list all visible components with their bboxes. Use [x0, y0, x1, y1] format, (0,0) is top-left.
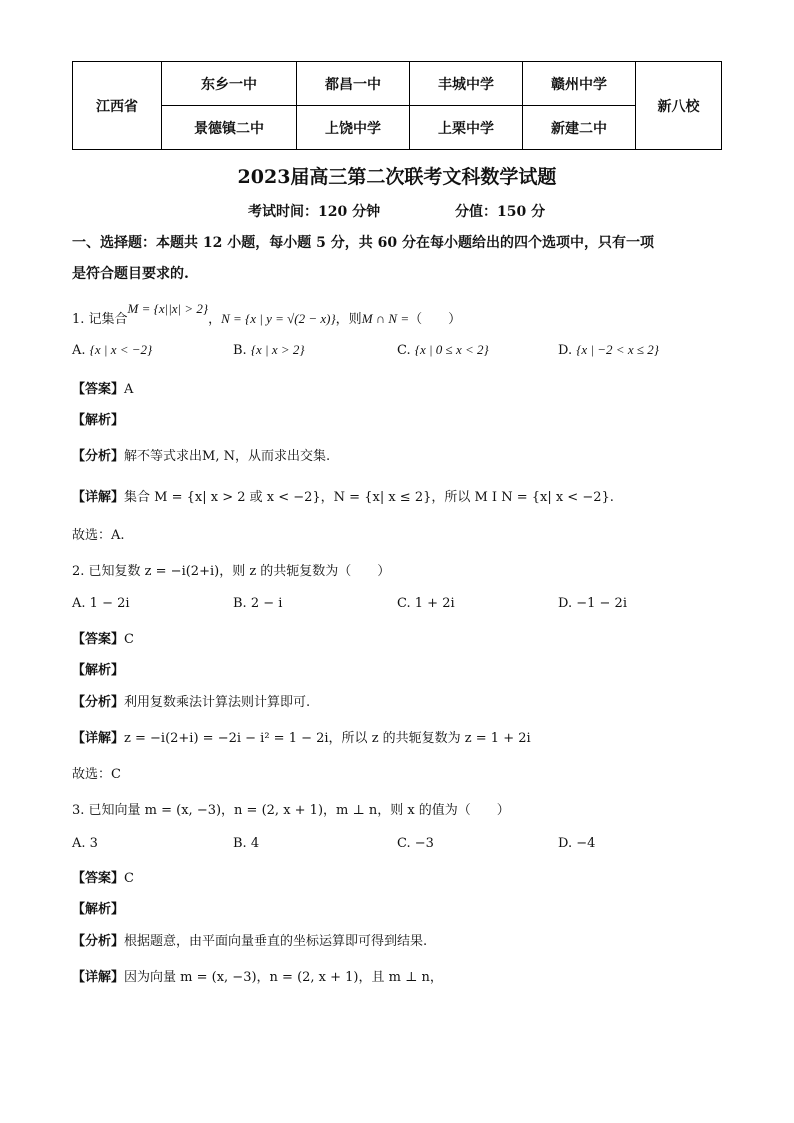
school-cell: 丰城中学: [410, 62, 523, 106]
school-cell: 赣州中学: [523, 62, 636, 106]
exam-score: 分值：150 分: [455, 204, 546, 220]
question-2-stem: 2. 已知复数 z = −i(2+i)，则 z 的共轭复数为（ ）: [72, 564, 391, 579]
q1-expression: M ∩ N =: [361, 311, 410, 326]
exam-title: 2023届高三第二次联考文科数学试题: [237, 166, 557, 188]
q1-answer: 【答案】A: [72, 382, 134, 397]
q1-conclusion: 故选：A.: [72, 528, 125, 543]
q2-option-d: D. −1 − 2i: [558, 596, 627, 611]
section-heading: 一、选择题：本题共 12 小题，每小题 5 分，共 60 分在每小题给出的四个选项中，只有一项: [72, 235, 654, 251]
q2-conclusion: 故选：C: [72, 767, 121, 782]
q2-option-c: C. 1 + 2i: [397, 596, 455, 611]
q1-option-d: D. {x | −2 < x ≤ 2}: [558, 342, 659, 358]
q3-option-a: A. 3: [72, 836, 98, 851]
q3-option-c: C. −3: [397, 836, 434, 851]
q1-stem-text: 1. 记集合: [72, 312, 128, 327]
q3-option-b: B. 4: [233, 836, 260, 851]
q2-option-b: B. 2 − i: [233, 596, 283, 611]
q3-analysis-heading: 【解析】: [72, 902, 125, 917]
school-alliance-table: [72, 61, 722, 150]
q1-set-n: N = {x | y = √(2 − x)}: [221, 311, 336, 326]
q1-set-m: M = {x||x| > 2}: [127, 301, 209, 316]
q3-fenxi: 【分析】根据题意，由平面向量垂直的坐标运算即可得到结果.: [72, 934, 428, 949]
province-cell: 江西省: [73, 62, 162, 150]
q2-option-a: A. 1 − 2i: [72, 596, 130, 611]
q1-xiangjie: 【详解】集合 M = {x| x > 2 或 x < −2}，N = {x| x ≤ 2}，所以 M I N = {x| x < −2}.: [72, 490, 614, 505]
question-3-stem: 3. 已知向量 m = (x, −3)，n = (2, x + 1)，m ⊥ n，则 x 的值为（ ）: [72, 803, 510, 818]
q1-fenxi: 【分析】解不等式求出M, N，从而求出交集.: [72, 449, 331, 464]
q1-option-b: B. {x | x > 2}: [233, 342, 305, 358]
q2-xiangjie: 【详解】z = −i(2+i) = −2i − i² = 1 − 2i，所以 z 的共轭复数为 z = 1 + 2i: [72, 731, 531, 746]
school-cell: 东乡一中: [162, 62, 297, 106]
question-1-stem: [72, 301, 462, 327]
q2-analysis-heading: 【解析】: [72, 663, 125, 678]
school-cell: 上栗中学: [410, 106, 523, 150]
school-cell: 上饶中学: [297, 106, 410, 150]
q2-answer: 【答案】C: [72, 632, 134, 647]
q1-stem-text-b: ，则: [335, 312, 362, 327]
section-heading-cont: 是符合题目要求的.: [72, 266, 189, 282]
alliance-cell: 新八校: [636, 62, 722, 150]
school-cell: 景德镇二中: [162, 106, 297, 150]
q3-option-d: D. −4: [558, 836, 596, 851]
exam-time: 考试时间：120 分钟: [248, 204, 381, 220]
q1-comma: ，: [208, 312, 222, 327]
school-cell: 新建二中: [523, 106, 636, 150]
q1-option-a: A. {x | x < −2}: [72, 342, 153, 358]
q3-xiangjie: 【详解】因为向量 m = (x, −3)，n = (2, x + 1)，且 m ⊥ n，: [72, 970, 443, 985]
q1-analysis-heading: 【解析】: [72, 413, 125, 428]
q1-paren: （ ）: [409, 312, 462, 327]
q3-answer: 【答案】C: [72, 871, 134, 886]
school-cell: 都昌一中: [297, 62, 410, 106]
q2-fenxi: 【分析】利用复数乘法计算法则计算即可.: [72, 695, 311, 710]
q1-option-c: C. {x | 0 ≤ x < 2}: [397, 342, 489, 358]
